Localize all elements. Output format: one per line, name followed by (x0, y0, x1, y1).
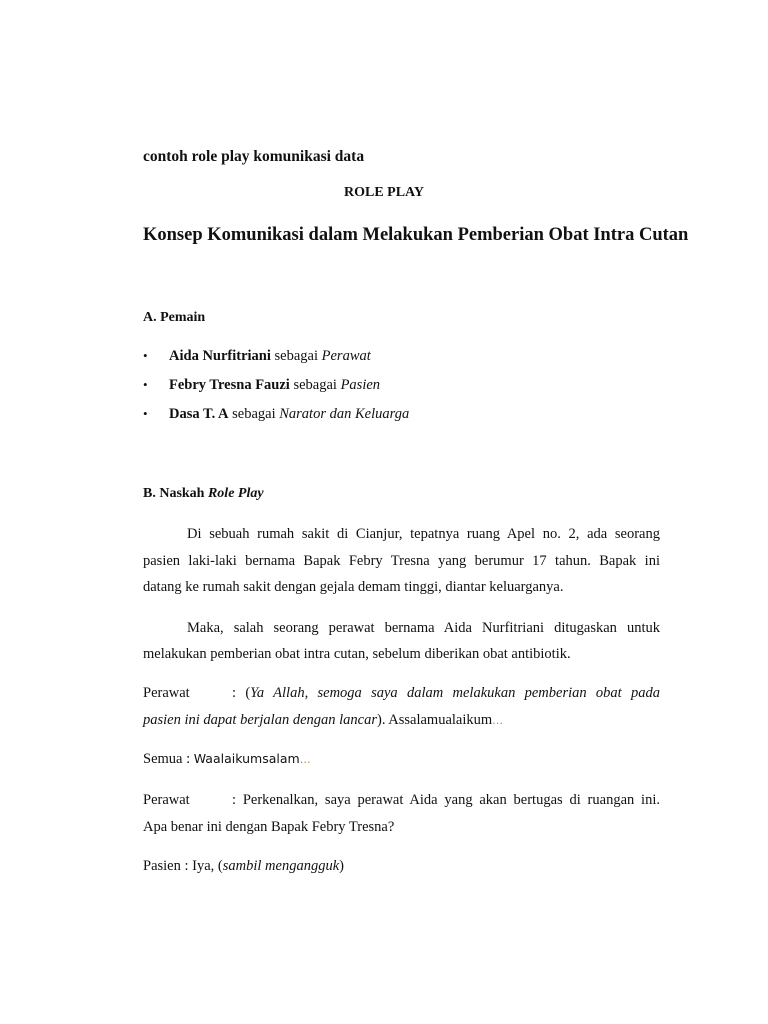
dialogue-text: ). Assalamualaikum (377, 712, 493, 728)
dialogue-line (143, 685, 660, 702)
speaker-label: Perawat (143, 792, 190, 808)
section-b-italic: Role Play (207, 486, 264, 501)
bullet-icon: • (143, 348, 148, 363)
ellipsis: … (492, 714, 504, 727)
main-title: Konsep Komunikasi dalam Melakukan Pemberian Obat Intra Cutan (143, 225, 689, 245)
player-connector: sebagai (289, 377, 341, 393)
player-connector: sebagai (270, 348, 322, 364)
speaker-label: Perawat (143, 685, 190, 701)
paragraph-line: Maka, salah seorang perawat bernama Aida Nurfitriani ditugaskan untuk (187, 620, 660, 636)
paragraph-line: datang ke rumah sakit dengan gejala demam tinggi, diantar keluarganya. (143, 579, 564, 595)
dialogue-line: Apa benar ini dengan Bapak Febry Tresna? (143, 819, 395, 835)
player-role: Narator dan Keluarga (279, 406, 410, 422)
dialogue-colon: : ( (232, 685, 251, 701)
player-name: Dasa T. A (169, 406, 229, 422)
role-play-title: ROLE PLAY (343, 185, 424, 200)
section-b-prefix: B. Naskah (143, 486, 208, 501)
ellipsis: … (299, 753, 311, 766)
section-a-title: A. Pemain (143, 310, 206, 325)
player-item (143, 348, 371, 365)
dialogue-text: Waalaikumsalam (193, 751, 300, 766)
dialogue-suffix: ) (339, 858, 344, 874)
dialogue-text: : Perkenalkan, saya perawat Aida yang akan bertugas di ruangan ini. (232, 792, 660, 808)
player-name: Febry Tresna Fauzi (169, 377, 290, 393)
section-b-title (143, 486, 264, 502)
dialogue-italic: pasien ini dapat berjalan dengan lancar (143, 712, 377, 728)
bullet-icon: • (143, 406, 148, 421)
player-item (143, 377, 380, 394)
dialogue-prefix: Pasien : Iya, ( (143, 858, 223, 874)
player-connector: sebagai (228, 406, 280, 422)
paragraph-line: melakukan pemberian obat intra cutan, sebelum diberikan obat antibiotik. (143, 646, 571, 662)
paragraph-line: pasien laki-laki bernama Bapak Febry Tresna yang berumur 17 tahun. Bapak ini (143, 553, 660, 569)
dialogue-line (143, 712, 503, 729)
paragraph-line: Di sebuah rumah sakit di Cianjur, tepatnya ruang Apel no. 2, ada seorang (187, 526, 660, 542)
dialogue-line (143, 792, 660, 809)
player-item (143, 406, 409, 423)
dialogue-line (143, 858, 344, 875)
dialogue-line (143, 751, 311, 768)
dialogue-italic: sambil mengangguk (222, 858, 340, 874)
player-role: Pasien (340, 377, 381, 393)
dialogue-italic: Ya Allah, semoga saya dalam melakukan pemberian obat pada (250, 685, 660, 701)
dialogue-prefix: Semua : (143, 751, 194, 767)
bullet-icon: • (143, 377, 148, 392)
player-name: Aida Nurfitriani (169, 348, 271, 364)
player-role: Perawat (321, 348, 371, 364)
document-heading: contoh role play komunikasi data (143, 148, 365, 165)
